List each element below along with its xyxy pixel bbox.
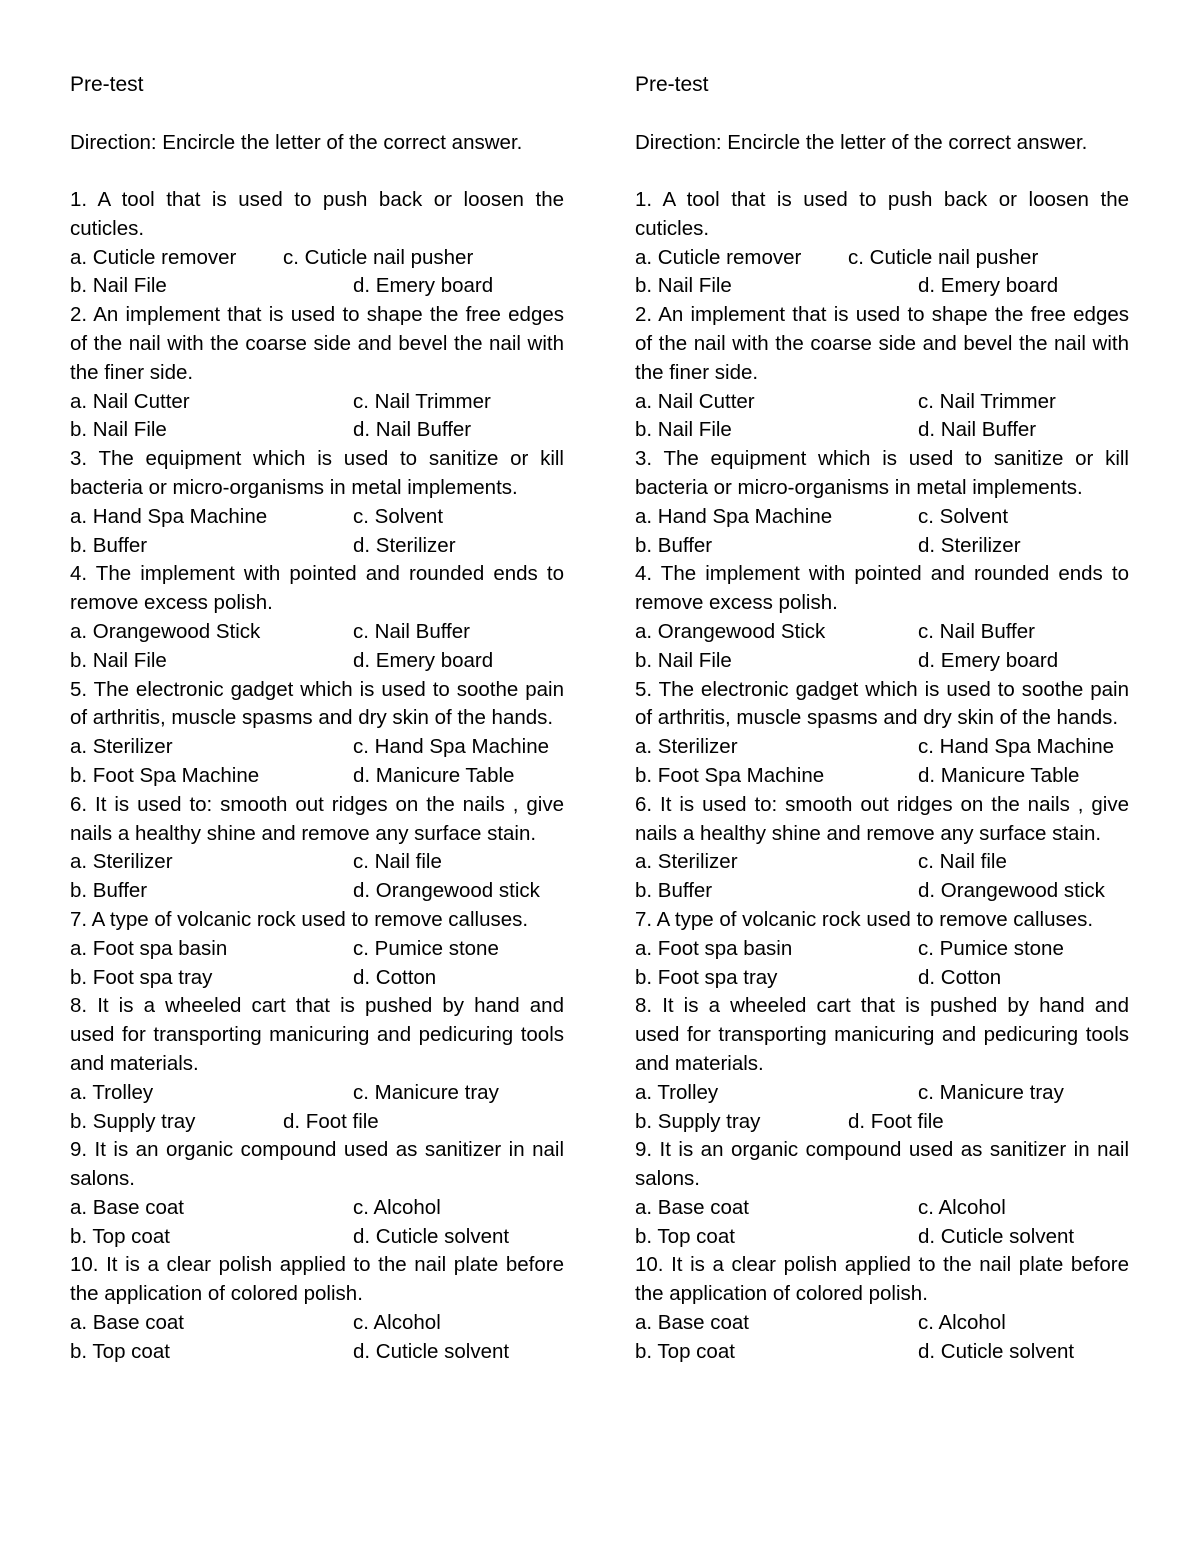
options-row (70, 416, 564, 445)
option-b[interactable]: b. Top coat (70, 1224, 170, 1248)
options-row (635, 388, 1129, 417)
options-row (635, 272, 1129, 301)
option-d[interactable]: d. Cuticle solvent (918, 1339, 1075, 1363)
option-a[interactable]: a. Hand Spa Machine (70, 504, 268, 528)
option-d[interactable]: d. Sterilizer (353, 533, 456, 557)
options-row (635, 618, 1129, 647)
options-row (635, 848, 1129, 877)
options-row (70, 532, 564, 561)
question-stem: 5. The electronic gadget which is used to soothe pain of arthritis, muscle spasms and dry skin of the hands. (70, 677, 564, 730)
option-c[interactable]: c. Solvent (918, 504, 1009, 528)
option-b[interactable]: b. Foot spa tray (70, 965, 213, 989)
question-item (635, 676, 1129, 791)
options-row (635, 1079, 1129, 1108)
option-c[interactable]: c. Pumice stone (353, 936, 499, 960)
question-stem: 3. The equipment which is used to sanitize or kill bacteria or micro-organisms in metal implements. (635, 447, 1129, 499)
option-b[interactable]: b. Foot Spa Machine (70, 763, 260, 787)
question-stem: 2. An implement that is used to shape the free edges of the nail with the coarse side and bevel the nail with the finer side. (70, 303, 564, 384)
option-b[interactable]: b. Nail File (635, 648, 732, 672)
option-c[interactable]: c. Hand Spa Machine (918, 735, 1115, 759)
options-row (70, 1223, 564, 1252)
option-c[interactable]: c. Nail Trimmer (918, 389, 1056, 413)
question-stem: 4. The implement with pointed and rounded ends to remove excess polish. (70, 562, 564, 615)
option-c[interactable]: c. Pumice stone (918, 936, 1064, 960)
question-stem: 6. It is used to: smooth out ridges on the nails , give nails a healthy shine and remove any surface stain. (70, 792, 564, 845)
option-a[interactable]: a. Sterilizer (70, 850, 173, 874)
question-item (70, 992, 564, 1136)
option-b[interactable]: b. Buffer (70, 533, 148, 557)
option-c[interactable]: c. Cuticle nail pusher (283, 245, 474, 269)
options-row (70, 848, 564, 877)
option-d[interactable]: d. Cotton (918, 965, 1002, 989)
question-item (70, 791, 564, 906)
options-row (635, 1338, 1129, 1367)
question-item (635, 906, 1129, 992)
question-stem: 1. A tool that is used to push back or loosen the cuticles. (70, 188, 564, 240)
options-row (70, 647, 564, 676)
question-item (635, 1251, 1129, 1366)
option-d[interactable]: d. Cotton (353, 965, 437, 989)
option-a[interactable]: a. Base coat (635, 1195, 749, 1219)
option-a[interactable]: a. Trolley (70, 1080, 154, 1104)
options-row (70, 244, 564, 273)
options-row (635, 733, 1129, 762)
option-b[interactable]: b. Supply tray (635, 1109, 761, 1133)
question-item (635, 445, 1129, 560)
options-row (635, 1194, 1129, 1223)
options-row (70, 877, 564, 906)
question-item (635, 186, 1129, 301)
option-b[interactable]: b. Buffer (70, 879, 148, 903)
question-item (70, 301, 564, 445)
option-c[interactable]: c. Manicure tray (918, 1080, 1064, 1104)
option-b[interactable]: b. Buffer (635, 879, 713, 903)
option-c[interactable]: c. Alcohol (353, 1311, 441, 1335)
option-b[interactable]: b. Top coat (635, 1224, 735, 1248)
options-row (635, 647, 1129, 676)
option-d[interactable]: d. Cuticle solvent (918, 1224, 1075, 1248)
option-c[interactable]: c. Alcohol (353, 1195, 441, 1219)
option-a[interactable]: a. Cuticle remover (635, 245, 802, 269)
option-d[interactable]: d. Manicure Table (353, 763, 515, 787)
option-a[interactable]: a. Nail Cutter (70, 389, 190, 413)
options-row (635, 762, 1129, 791)
question-stem: 9. It is an organic compound used as sanitizer in nail salons. (635, 1138, 1129, 1191)
options-row (635, 1223, 1129, 1252)
option-d[interactable]: d. Foot file (848, 1109, 944, 1133)
options-row (70, 1194, 564, 1223)
option-d[interactable]: d. Cuticle solvent (353, 1339, 510, 1363)
question-item (635, 992, 1129, 1136)
option-c[interactable]: c. Alcohol (918, 1311, 1006, 1335)
options-row (635, 416, 1129, 445)
option-c[interactable]: c. Alcohol (918, 1195, 1006, 1219)
option-a[interactable]: a. Base coat (635, 1311, 749, 1335)
option-a[interactable]: a. Orangewood Stick (635, 619, 826, 643)
question-list (635, 186, 1129, 1367)
option-a[interactable]: a. Trolley (635, 1080, 719, 1104)
option-a[interactable]: a. Orangewood Stick (70, 619, 261, 643)
question-stem: 6. It is used to: smooth out ridges on the nails , give nails a healthy shine and remove any surface stain. (635, 792, 1129, 845)
question-item (70, 445, 564, 560)
option-b[interactable]: b. Foot Spa Machine (635, 763, 825, 787)
options-row (70, 503, 564, 532)
question-stem: 8. It is a wheeled cart that is pushed by hand and used for transporting manicuring and pedicuring tools and materials. (635, 994, 1129, 1075)
option-c[interactable]: c. Nail file (918, 850, 1007, 874)
question-item (635, 791, 1129, 906)
question-stem: 10. It is a clear polish applied to the nail plate before the application of colored polish. (635, 1253, 1129, 1306)
options-row (635, 1108, 1129, 1137)
options-row (70, 964, 564, 993)
option-b[interactable]: b. Foot spa tray (635, 965, 778, 989)
question-item (70, 186, 564, 301)
option-d[interactable]: d. Nail Buffer (353, 418, 472, 442)
option-b[interactable]: b. Supply tray (70, 1109, 196, 1133)
option-c[interactable]: c. Nail Buffer (918, 619, 1035, 643)
option-d[interactable]: d. Foot file (283, 1109, 379, 1133)
option-a[interactable]: a. Cuticle remover (70, 245, 237, 269)
option-a[interactable]: a. Sterilizer (70, 735, 173, 759)
option-d[interactable]: d. Emery board (353, 648, 494, 672)
option-d[interactable]: d. Cuticle solvent (353, 1224, 510, 1248)
options-row (70, 935, 564, 964)
option-c[interactable]: c. Cuticle nail pusher (848, 245, 1039, 269)
option-a[interactable]: a. Foot spa basin (70, 936, 228, 960)
option-d[interactable]: d. Emery board (353, 274, 494, 298)
options-row (635, 532, 1129, 561)
options-row (70, 1079, 564, 1108)
option-a[interactable]: a. Hand Spa Machine (635, 504, 833, 528)
option-d[interactable]: d. Orangewood stick (353, 879, 540, 903)
question-stem: 7. A type of volcanic rock used to remove calluses. (635, 907, 1094, 931)
option-b[interactable]: b. Nail File (635, 418, 732, 442)
options-row (70, 1338, 564, 1367)
option-b[interactable]: b. Top coat (70, 1339, 170, 1363)
option-c[interactable]: c. Manicure tray (353, 1080, 499, 1104)
question-stem: 3. The equipment which is used to sanitize or kill bacteria or micro-organisms in metal implements. (70, 447, 564, 499)
option-a[interactable]: a. Nail Cutter (635, 389, 755, 413)
directions: Direction: Encircle the letter of the correct answer. (70, 131, 523, 154)
option-c[interactable]: c. Nail file (353, 850, 442, 874)
option-d[interactable]: d. Manicure Table (918, 763, 1080, 787)
question-stem: 1. A tool that is used to push back or loosen the cuticles. (635, 188, 1129, 240)
options-row (70, 733, 564, 762)
option-b[interactable]: b. Top coat (635, 1339, 735, 1363)
question-item (635, 560, 1129, 675)
option-b[interactable]: b. Buffer (635, 533, 713, 557)
options-row (635, 877, 1129, 906)
question-item (70, 906, 564, 992)
option-b[interactable]: b. Nail File (70, 418, 167, 442)
question-item (635, 301, 1129, 445)
option-b[interactable]: b. Nail File (635, 274, 732, 298)
option-c[interactable]: c. Nail Trimmer (353, 389, 491, 413)
question-stem: 4. The implement with pointed and rounded ends to remove excess polish. (635, 562, 1129, 615)
options-row (70, 272, 564, 301)
left-column (70, 70, 564, 1367)
question-stem: 10. It is a clear polish applied to the nail plate before the application of colored polish. (70, 1253, 564, 1306)
question-item (70, 1251, 564, 1366)
options-row (635, 503, 1129, 532)
question-item (70, 560, 564, 675)
question-item (70, 1136, 564, 1251)
option-c[interactable]: c. Nail Buffer (353, 619, 470, 643)
option-a[interactable]: a. Sterilizer (635, 735, 738, 759)
question-item (635, 1136, 1129, 1251)
question-stem: 5. The electronic gadget which is used to soothe pain of arthritis, muscle spasms and dry skin of the hands. (635, 677, 1129, 730)
option-a[interactable]: a. Base coat (70, 1311, 184, 1335)
question-item (70, 676, 564, 791)
page-title: Pre-test (635, 73, 709, 96)
question-stem: 2. An implement that is used to shape the free edges of the nail with the coarse side and bevel the nail with the finer side. (635, 303, 1129, 384)
options-row (635, 935, 1129, 964)
option-b[interactable]: b. Nail File (70, 648, 167, 672)
question-stem: 8. It is a wheeled cart that is pushed by hand and used for transporting manicuring and pedicuring tools and materials. (70, 994, 564, 1075)
option-c[interactable]: c. Hand Spa Machine (353, 735, 550, 759)
options-row (70, 1309, 564, 1338)
question-stem: 9. It is an organic compound used as sanitizer in nail salons. (70, 1138, 564, 1191)
directions: Direction: Encircle the letter of the correct answer. (635, 131, 1088, 154)
option-c[interactable]: c. Solvent (353, 504, 444, 528)
question-list (70, 186, 564, 1367)
options-row (70, 618, 564, 647)
option-d[interactable]: d. Sterilizer (918, 533, 1021, 557)
options-row (635, 964, 1129, 993)
options-row (70, 388, 564, 417)
option-a[interactable]: a. Foot spa basin (635, 936, 793, 960)
option-b[interactable]: b. Nail File (70, 274, 167, 298)
options-row (635, 244, 1129, 273)
option-d[interactable]: d. Emery board (918, 274, 1059, 298)
option-d[interactable]: d. Nail Buffer (918, 418, 1037, 442)
right-column (635, 70, 1129, 1367)
option-d[interactable]: d. Orangewood stick (918, 879, 1105, 903)
options-row (635, 1309, 1129, 1338)
page-title: Pre-test (70, 73, 144, 96)
options-row (70, 1108, 564, 1137)
question-stem: 7. A type of volcanic rock used to remove calluses. (70, 907, 529, 931)
option-a[interactable]: a. Sterilizer (635, 850, 738, 874)
option-a[interactable]: a. Base coat (70, 1195, 184, 1219)
option-d[interactable]: d. Emery board (918, 648, 1059, 672)
options-row (70, 762, 564, 791)
